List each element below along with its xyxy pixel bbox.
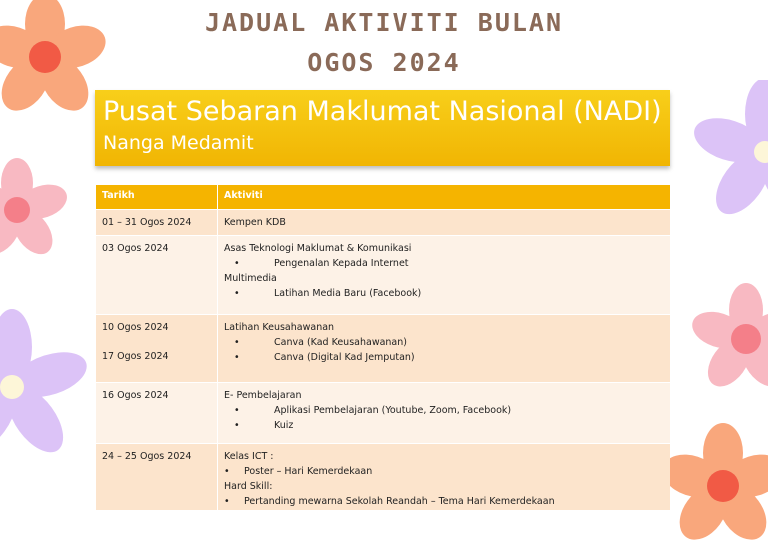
row-date: 16 Ogos 2024 — [96, 383, 218, 443]
header-tarikh: Tarikh — [96, 185, 218, 209]
row-date: 01 – 31 Ogos 2024 — [96, 210, 218, 235]
table-row — [96, 383, 670, 444]
flower-purple-left-icon — [0, 305, 90, 470]
table-row — [96, 444, 670, 511]
row-activity — [218, 236, 670, 314]
banner — [95, 90, 670, 166]
row-activity — [218, 444, 670, 510]
page-title-line1: JADUAL AKTIVITI BULAN — [204, 8, 564, 37]
flower-pink-left-icon — [0, 150, 70, 270]
activity-line: Multimedia — [224, 273, 277, 284]
row-date: 24 – 25 Ogos 2024 — [96, 444, 218, 510]
page-title-line2: OGOS 2024 — [307, 48, 461, 77]
activity-bullet: • Latihan Media Baru (Facebook) — [224, 286, 664, 301]
activity-bullet: • Canva (Kad Keusahawanan) — [224, 335, 664, 350]
activity-line: E- Pembelajaran — [224, 390, 302, 401]
activity-line: Asas Teknologi Maklumat & Komunikasi — [224, 243, 412, 254]
activity-bullet: • Aplikasi Pembelajaran (Youtube, Zoom, Facebook) — [224, 403, 664, 418]
activity-bullet: • Kuiz — [224, 418, 664, 433]
header-aktiviti: Aktiviti — [224, 190, 263, 201]
activity-line: Kelas ICT : — [224, 451, 274, 462]
table-row — [96, 210, 670, 236]
flower-orange-bottom-right-icon — [660, 420, 768, 543]
activity-line: Latihan Keusahawanan — [224, 322, 335, 333]
row-date — [96, 315, 218, 382]
row-date-2: 17 Ogos 2024 — [102, 351, 169, 362]
table-row — [96, 236, 670, 315]
row-activity — [218, 383, 670, 443]
flower-orange-top-left-icon — [0, 0, 110, 125]
row-activity: Kempen KDB — [224, 217, 286, 228]
schedule-table — [96, 185, 670, 511]
row-date: 03 Ogos 2024 — [96, 236, 218, 314]
activity-bullet: • Canva (Digital Kad Jemputan) — [224, 350, 664, 365]
banner-subtitle: Nanga Medamit — [103, 132, 254, 154]
banner-title: Pusat Sebaran Maklumat Nasional (NADI) — [103, 96, 662, 127]
activity-bullet: • Poster – Hari Kemerdekaan — [224, 464, 664, 479]
row-date-1: 10 Ogos 2024 — [102, 322, 169, 333]
activity-bullet: • Pengenalan Kepada Internet — [224, 256, 664, 271]
flower-purple-right-icon — [685, 80, 768, 230]
activity-bullet: • Pertanding mewarna Sekolah Reandah – Tema Hari Kemerdekaan — [224, 494, 664, 509]
flower-pink-right-icon — [680, 275, 768, 405]
row-activity — [218, 315, 670, 382]
table-header-row — [96, 185, 670, 210]
table-row — [96, 315, 670, 383]
activity-line: Hard Skill: — [224, 481, 273, 492]
